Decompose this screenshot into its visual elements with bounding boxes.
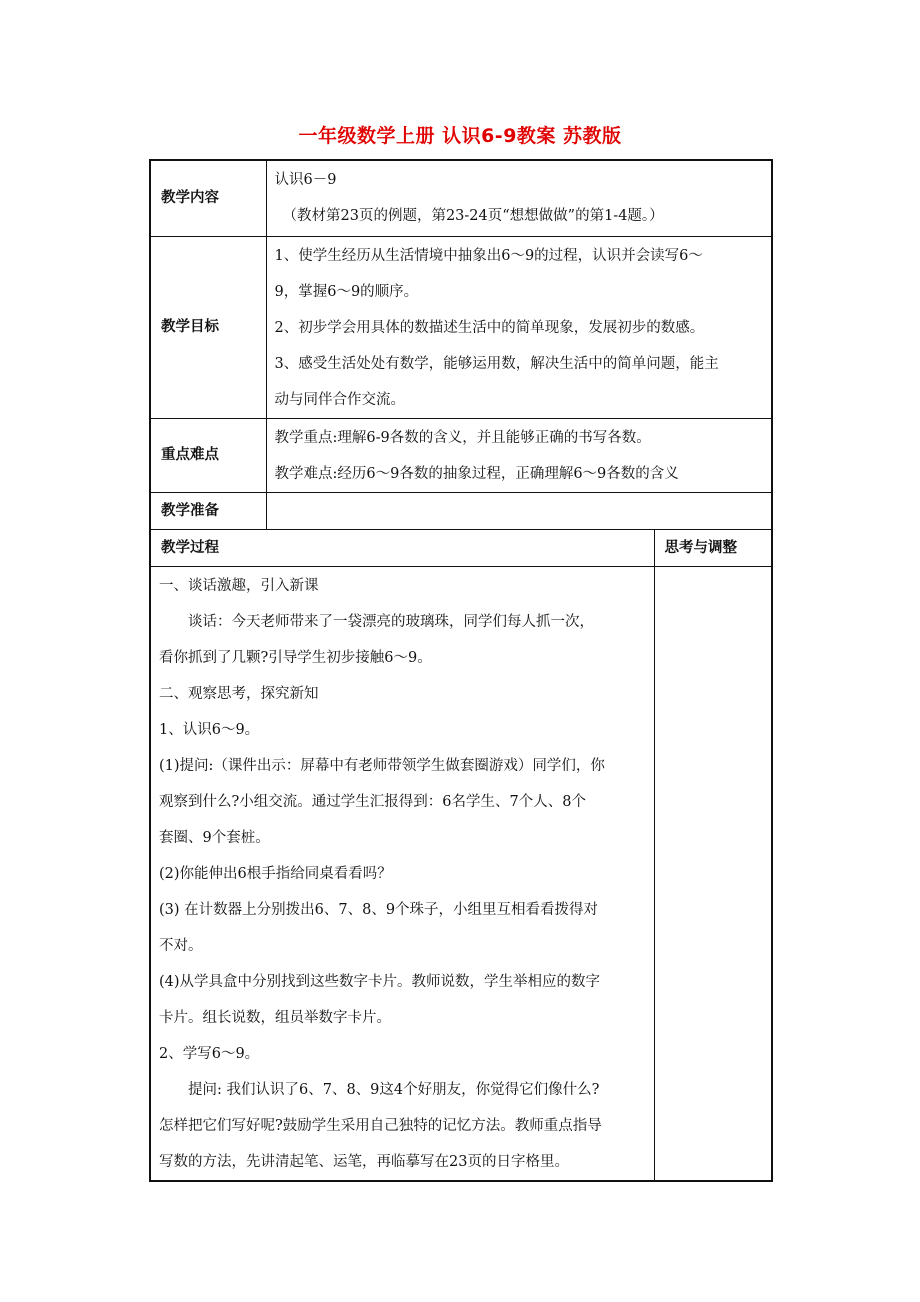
process-line: 写数的方法，先讲清起笔、运笔，再临摹写在23页的日字格里。 xyxy=(159,1153,569,1170)
label-teaching-process: 教学过程 xyxy=(150,529,654,566)
cell-teaching-preparation xyxy=(266,492,772,529)
cell-teaching-process xyxy=(150,566,654,1181)
row-teaching-content xyxy=(150,160,772,236)
label-teaching-preparation: 教学准备 xyxy=(150,492,266,529)
cell-reflection xyxy=(654,566,772,1181)
row-key-difficult-points xyxy=(150,418,772,492)
process-line: 套圈、9个套桩。 xyxy=(159,829,270,846)
process-line: 2、学写6～9。 xyxy=(159,1045,260,1062)
label-teaching-content: 教学内容 xyxy=(150,160,266,236)
row-teaching-objectives xyxy=(150,236,772,418)
label-key-difficult-points: 重点难点 xyxy=(150,418,266,492)
process-line: (3) 在计数器上分别拨出6、7、8、9个珠子，小组里互相看看拨得对 xyxy=(159,901,599,918)
objective-line: 2、初步学会用具体的数描述生活中的简单现象，发展初步的数感。 xyxy=(274,319,705,336)
content-line: 认识6－9 xyxy=(274,172,337,188)
cell-key-difficult-points xyxy=(266,418,772,492)
objective-line: 3、感受生活处处有数学，能够运用数，解决生活中的简单问题，能主 xyxy=(274,355,719,372)
cell-teaching-content xyxy=(266,160,772,236)
process-line: 1、认识6～9。 xyxy=(159,721,260,738)
key-point-line: 教学重点:理解6-9各数的含义，并且能够正确的书写各数。 xyxy=(274,429,651,446)
process-line: 二、观察思考，探究新知 xyxy=(159,685,319,702)
process-line: 一、谈话激趣，引入新课 xyxy=(159,577,319,594)
process-line: 观察到什么?小组交流。通过学生汇报得到：6名学生、7个人、8个 xyxy=(159,793,586,810)
process-line: 提问: 我们认识了6、7、8、9这4个好朋友，你觉得它们像什么? xyxy=(188,1081,600,1098)
process-line: 看你抓到了几颗?引导学生初步接触6～9。 xyxy=(159,649,432,666)
objective-line: 1、使学生经历从生活情境中抽象出6～9的过程，认识并会读写6～ xyxy=(274,247,703,264)
row-process-header xyxy=(150,529,772,566)
difficult-point-line: 教学难点:经历6～9各数的抽象过程，正确理解6～9各数的含义 xyxy=(274,465,679,482)
process-line: 谈话：今天老师带来了一袋漂亮的玻璃珠，同学们每人抓一次， xyxy=(188,613,594,630)
content-line: （教材第23页的例题，第23-24页“想想做做”的第1-4题。） xyxy=(282,208,664,224)
process-line: 不对。 xyxy=(159,937,203,954)
process-line: (1)提问:（课件出示：屏幕中有老师带领学生做套圈游戏）同学们，你 xyxy=(159,757,605,774)
lesson-plan-table xyxy=(149,159,773,1182)
objective-line: 动与同伴合作交流。 xyxy=(274,391,405,408)
label-teaching-objectives: 教学目标 xyxy=(150,236,266,418)
process-line: 卡片。组长说数，组员举数字卡片。 xyxy=(159,1009,391,1026)
objective-line: 9，掌握6～9的顺序。 xyxy=(274,283,419,300)
cell-teaching-objectives xyxy=(266,236,772,418)
row-process-body xyxy=(150,566,772,1181)
row-teaching-preparation xyxy=(150,492,772,529)
process-line: (4)从学具盒中分别找到这些数字卡片。教师说数，学生举相应的数字 xyxy=(159,973,601,990)
label-reflection: 思考与调整 xyxy=(654,529,772,566)
process-line: 怎样把它们写好呢?鼓励学生采用自己独特的记忆方法。教师重点指导 xyxy=(159,1117,602,1134)
page-title: 一年级数学上册 认识6-9教案 苏教版 xyxy=(298,125,622,147)
process-line: (2)你能伸出6根手指给同桌看看吗？ xyxy=(159,865,392,882)
